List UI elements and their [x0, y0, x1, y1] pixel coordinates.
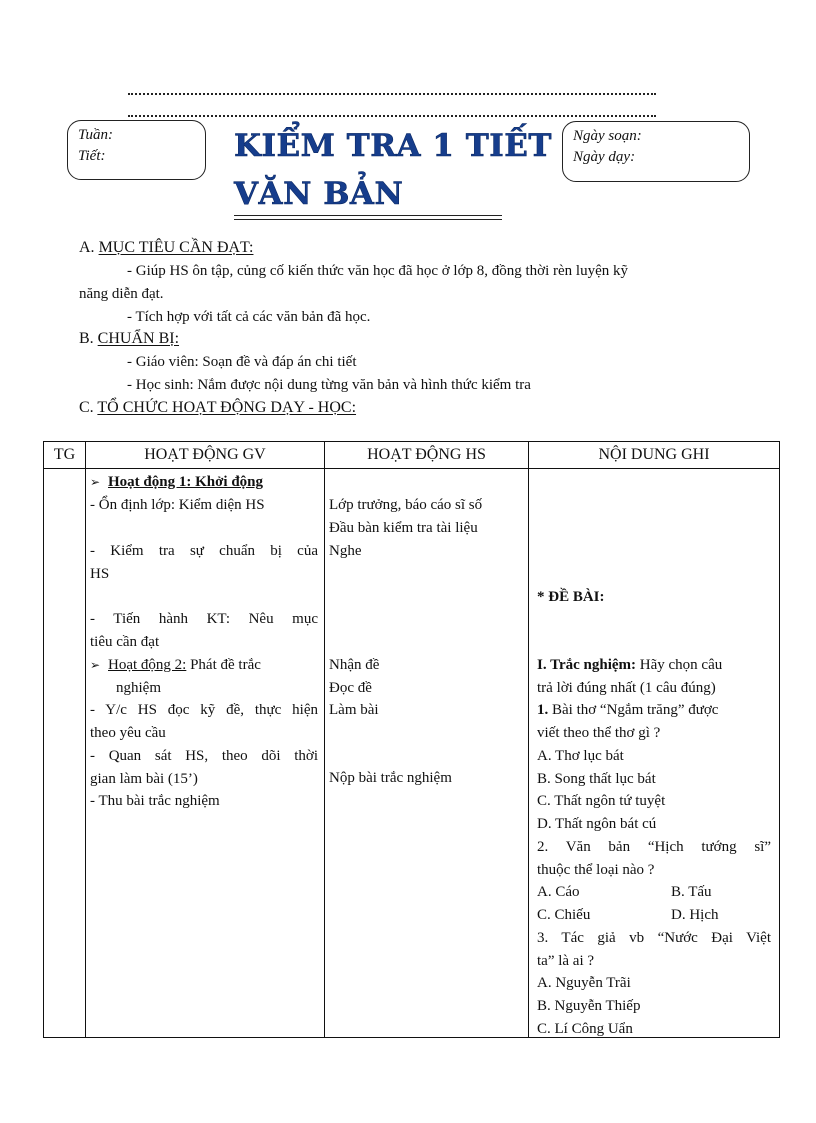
- nd-line: ta” là ai ?: [537, 953, 595, 969]
- header-hs: HOẠT ĐỘNG HS: [325, 442, 529, 469]
- question-1: [537, 699, 718, 721]
- section-c-prefix: C.: [79, 399, 94, 416]
- part1-instruction: Hãy chọn câu: [639, 657, 723, 673]
- activity-2-label: Hoạt động 2:: [108, 657, 187, 673]
- activity-1-heading: [90, 471, 263, 493]
- answer-option: A. Thơ lục bát: [537, 748, 624, 764]
- gv-line: - Quan sát HS, theo dõi thời: [90, 748, 318, 764]
- section-a-prefix: A.: [79, 239, 95, 256]
- header-tg: TG: [44, 442, 86, 469]
- tg-cell: [44, 469, 86, 1038]
- question-1-text: Bài thơ “Ngắm trăng” được: [552, 702, 719, 718]
- dotted-line: [128, 115, 656, 117]
- arrow-icon: ➢: [90, 658, 101, 672]
- hs-line: Đọc đề: [329, 680, 372, 696]
- gv-line: - Y/c HS đọc kỹ đề, thực hiện: [90, 702, 318, 718]
- week-label: Tuần:: [78, 127, 114, 143]
- hs-line: Nhận đề: [329, 657, 380, 673]
- nd-line: thuộc thể loại nào ?: [537, 862, 655, 878]
- activity-2-title: Phát đề trắc: [190, 657, 261, 673]
- section-a-heading: [79, 237, 253, 259]
- gv-line: tiêu cần đạt: [90, 634, 160, 650]
- gv-line: - Ổn định lớp: Kiểm diện HS: [90, 497, 265, 513]
- section-a-line1: - Giúp HS ôn tập, củng cố kiến thức văn học đã học ở lớp 8, đồng thời rèn luyện kỹ: [127, 263, 628, 279]
- answer-option: C. Thất ngôn tứ tuyệt: [537, 793, 666, 809]
- week-lesson-box: [67, 120, 206, 180]
- nd-cell: [529, 469, 780, 1038]
- answer-option: C. Chiếu: [537, 907, 591, 923]
- answer-option: D. Thất ngôn bát cú: [537, 816, 657, 832]
- answer-option: B. Nguyễn Thiếp: [537, 998, 641, 1014]
- answer-option: D. Hịch: [671, 907, 719, 923]
- hs-line: Lớp trưởng, báo cáo sĩ số: [329, 497, 483, 513]
- activity-2-heading: [90, 654, 261, 676]
- question-3: 3. Tác giả vb “Nước Đại Việt: [537, 930, 771, 946]
- gv-line: gian làm bài (15’): [90, 771, 198, 787]
- gv-line: HS: [90, 566, 110, 582]
- section-b-prefix: B.: [79, 330, 94, 347]
- part1-heading: [537, 654, 722, 676]
- hs-line: Đầu bàn kiểm tra tài liệu: [329, 520, 478, 536]
- part1-label: I. Trắc nghiệm:: [537, 657, 637, 673]
- section-c-heading: [79, 397, 356, 419]
- question-2: 2. Văn bản “Hịch tướng sĩ”: [537, 839, 771, 855]
- section-b-line2: - Học sinh: Nắm được nội dung từng văn bản và hình thức kiểm tra: [127, 377, 531, 393]
- page-title: KIỂM TRA 1 TIẾT: [234, 128, 552, 164]
- lesson-label: Tiết:: [78, 148, 106, 164]
- prepare-date-label: Ngày soạn:: [573, 128, 642, 144]
- question-1-number: 1.: [537, 702, 549, 718]
- arrow-icon: ➢: [90, 475, 101, 489]
- gv-cell: [86, 469, 325, 1038]
- section-a-title: MỤC TIÊU CẦN ĐẠT:: [98, 239, 254, 256]
- gv-line: - Thu bài trắc nghiệm: [90, 793, 220, 809]
- gv-line: - Kiểm tra sự chuẩn bị của: [90, 543, 318, 559]
- section-b-heading: [79, 328, 179, 350]
- section-a-line2: - Tích hợp với tất cả các văn bản đã học.: [127, 309, 371, 325]
- answer-option: A. Nguyễn Trãi: [537, 975, 631, 991]
- section-b-line1: - Giáo viên: Soạn đề và đáp án chi tiết: [127, 354, 357, 370]
- table-row: [44, 469, 780, 1038]
- header-nd: NỘI DUNG GHI: [529, 442, 780, 469]
- answer-option: C. Lí Công Uẩn: [537, 1021, 633, 1037]
- date-box: [562, 121, 750, 182]
- section-b-title: CHUẨN BỊ:: [97, 330, 180, 347]
- answer-option: A. Cáo: [537, 884, 580, 900]
- header-gv: HOẠT ĐỘNG GV: [86, 442, 325, 469]
- hs-cell: [325, 469, 529, 1038]
- activity-1-title: Hoạt động 1: Khởi động: [108, 474, 264, 490]
- dotted-line: [128, 93, 656, 95]
- gv-line: - Tiến hành KT: Nêu mục: [90, 611, 318, 627]
- activity-table: [43, 441, 780, 1038]
- section-c-title: TỔ CHỨC HOẠT ĐỘNG DẠY - HỌC:: [97, 399, 357, 416]
- table-header-row: [44, 442, 780, 469]
- gv-line: nghiệm: [116, 680, 161, 696]
- page-subtitle: VĂN BẢN: [234, 176, 404, 212]
- exam-heading: * ĐỀ BÀI:: [537, 589, 605, 605]
- nd-line: viết theo thể thơ gì ?: [537, 725, 661, 741]
- hs-line: Làm bài: [329, 702, 379, 718]
- hs-line: Nộp bài trắc nghiệm: [329, 770, 452, 786]
- answer-option: B. Song thất lục bát: [537, 771, 656, 787]
- section-a-line1-cont: năng diễn đạt.: [79, 286, 164, 302]
- hs-line: Nghe: [329, 543, 362, 559]
- nd-line: trả lời đúng nhất (1 câu đúng): [537, 680, 716, 696]
- teach-date-label: Ngày dạy:: [573, 149, 636, 165]
- gv-line: theo yêu cầu: [90, 725, 166, 741]
- title-underline: [234, 215, 502, 220]
- answer-option: B. Tấu: [671, 884, 712, 900]
